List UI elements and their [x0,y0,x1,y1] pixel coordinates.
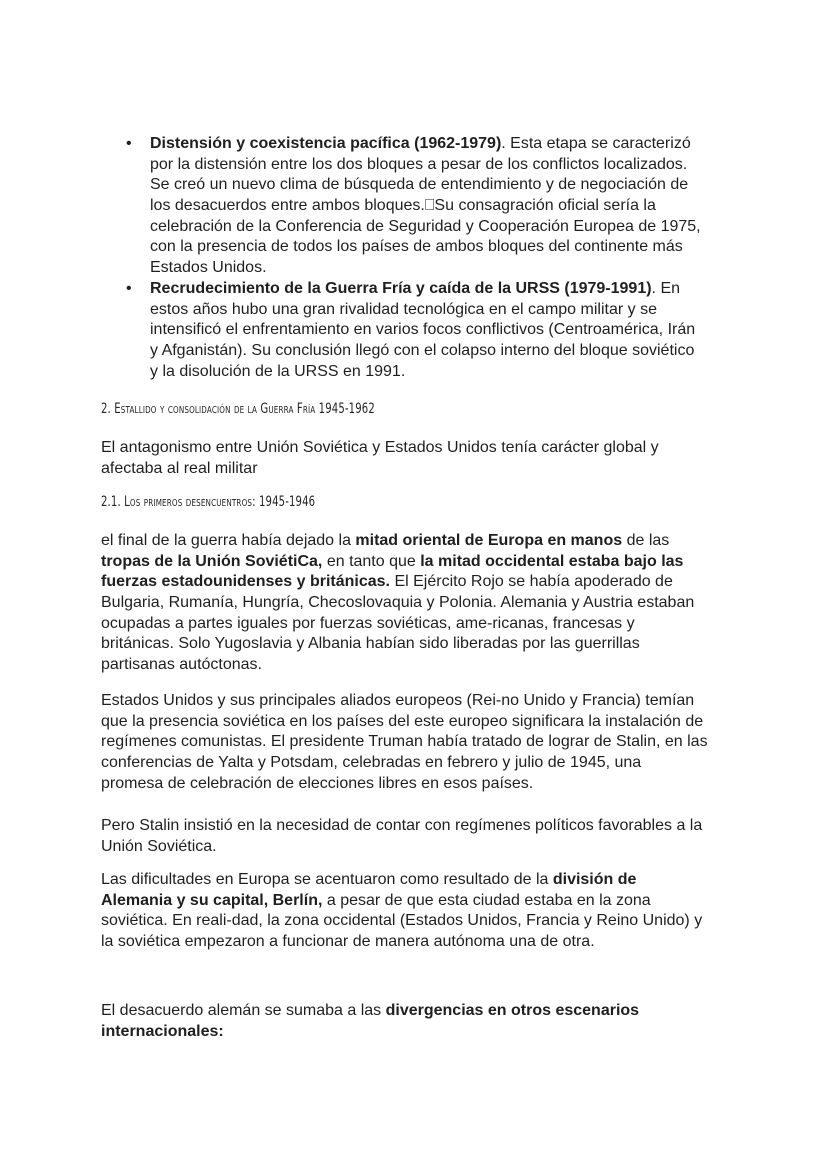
text: por la distensión entre los dos bloques a pesar de los conflictos localizados. [150,155,688,173]
text: el final de la guerra había dejado la [101,532,356,549]
text-line [101,932,702,953]
text-line [101,655,694,676]
section-heading-2-1: 2.1. Los primeros desencuentros: 1945-1946 [101,494,316,510]
text: conferencias de Yalta y Potsdam, celebradas en febrero y julio de 1945, una [101,754,642,772]
text: Bulgaria, Rumanía, Hungría, Checoslovaquia y Polonia. Alemania y Austria estaban [101,594,695,612]
text: El desacuerdo alemán se sumaba a las [101,1002,386,1019]
text: promesa de celebración de elecciones libres en esos países. [101,774,534,792]
text: Pero Stalin insistió en la necesidad de contar con regímenes políticos favorables a la [101,817,703,834]
bold-text: mitad oriental de Europa en manos [355,532,623,549]
text-line [101,911,702,932]
text-line [101,753,708,774]
text-line [150,362,695,383]
text-line [101,712,708,733]
paragraph [101,816,702,857]
text: en tanto que [322,552,421,570]
text: El antagonismo entre Unión Soviética y Estados Unidos tenía carácter global y [101,439,659,456]
bold-text: Distensión y coexistencia pacífica (1962-1979) [150,135,502,152]
text-line [150,258,701,279]
text: los desacuerdos entre ambos bloques.⎕Su consagración oficial sería la [150,197,656,215]
text: de las [622,532,670,549]
text: a pesar de que esta ciudad estaba en la zona [322,891,651,909]
text: partisanas autóctonas. [101,656,262,674]
text-line [101,614,694,635]
text: Estados Unidos. [150,259,267,277]
text-line [101,870,702,891]
bullet-dot-icon: • [126,135,132,152]
bold-text: internacionales: [101,1022,224,1040]
text-line [101,459,659,480]
text: con la presencia de todos los países de ambos bloques del continente más [150,238,683,256]
text: y Afganistán). Su conclusión llegó con el colapso interno del bloque soviético [150,342,695,360]
bullet-dot-icon: • [126,280,132,297]
text: intensificó el enfrentamiento en varios focos conflictivos (Centroamérica, Irán [150,321,696,339]
text-line [101,438,659,459]
paragraph [101,438,659,479]
bold-text: fuerzas estadounidenses y británicas. [101,573,390,591]
text-line [150,341,695,362]
text-line [150,196,701,217]
text: la soviética empezaron a funcionar de manera autónoma una de otra. [101,933,595,951]
text: británicas. Solo Yugoslavia y Albania habían sido liberadas por las guerrillas [101,635,640,653]
text-line [101,552,694,573]
text: El Ejército Rojo se había apoderado de [390,573,673,591]
text: . Esta etapa se caracterizó [501,135,691,152]
bold-text: divergencias en otros escenarios [385,1002,640,1019]
text-line [101,1022,639,1043]
bullet-item [126,134,701,279]
text: Unión Soviética. [101,837,217,855]
paragraph [101,870,702,953]
paragraph [101,531,694,676]
text-line [150,279,695,300]
text-line [101,774,708,795]
text-line [101,1001,639,1022]
text-line [101,634,694,655]
text: celebración de la Conferencia de Seguridad y Cooperación Europea de 1975, [150,217,701,235]
text: ocupadas a partes iguales por fuerzas soviéticas, ame-ricanas, francesas y [101,614,635,632]
text-line [101,593,694,614]
bold-text: Recrudecimiento de la Guerra Fría y caída de la URSS (1979-1991) [150,280,652,297]
text-line [150,134,701,155]
text: Se creó un nuevo clima de búsqueda de entendimiento y de negociación de [150,176,689,194]
text-line [101,691,708,712]
text: estos años hubo una gran rivalidad tecnológica en el campo militar y se [150,300,657,318]
text-line [101,732,708,753]
text: y la disolución de la URSS en 1991. [150,362,406,380]
text: regímenes comunistas. El presidente Truman había tratado de lograr de Stalin, en las [101,733,708,751]
text-line [150,237,701,258]
text: . En [651,280,681,297]
text-line [101,531,694,552]
text-line [101,837,702,858]
bold-text: Alemania y su capital, Berlín, [101,891,323,909]
bold-text: división de [552,871,637,888]
text: afectaba al real militar [101,459,258,477]
text: Las dificultades en Europa se acentuaron como resultado de la [101,871,553,888]
text-line [150,217,701,238]
section-heading-2: 2. Estallido y consolidación de la Guerra Fría 1945-1962 [101,401,375,417]
bold-text: la mitad occidental estaba bajo las [420,552,684,570]
text-line [101,891,702,912]
text-line [101,816,702,837]
bullet-item [126,279,696,382]
paragraph [101,1001,639,1042]
text-line [101,572,694,593]
text: que la presencia soviética en los países del este europeo significara la instalación de [101,712,704,730]
text-line [150,300,695,321]
text: soviética. En reali-dad, la zona occidental (Estados Unidos, Francia y Reino Unido) y [101,912,703,930]
text-line [150,175,701,196]
text: Estados Unidos y sus principales aliados europeos (Rei-no Unido y Francia) temían [101,692,695,709]
text-line [150,320,695,341]
paragraph [101,691,708,794]
text-line [150,155,701,176]
bold-text: tropas de la Unión SoviétiCa, [101,552,323,570]
